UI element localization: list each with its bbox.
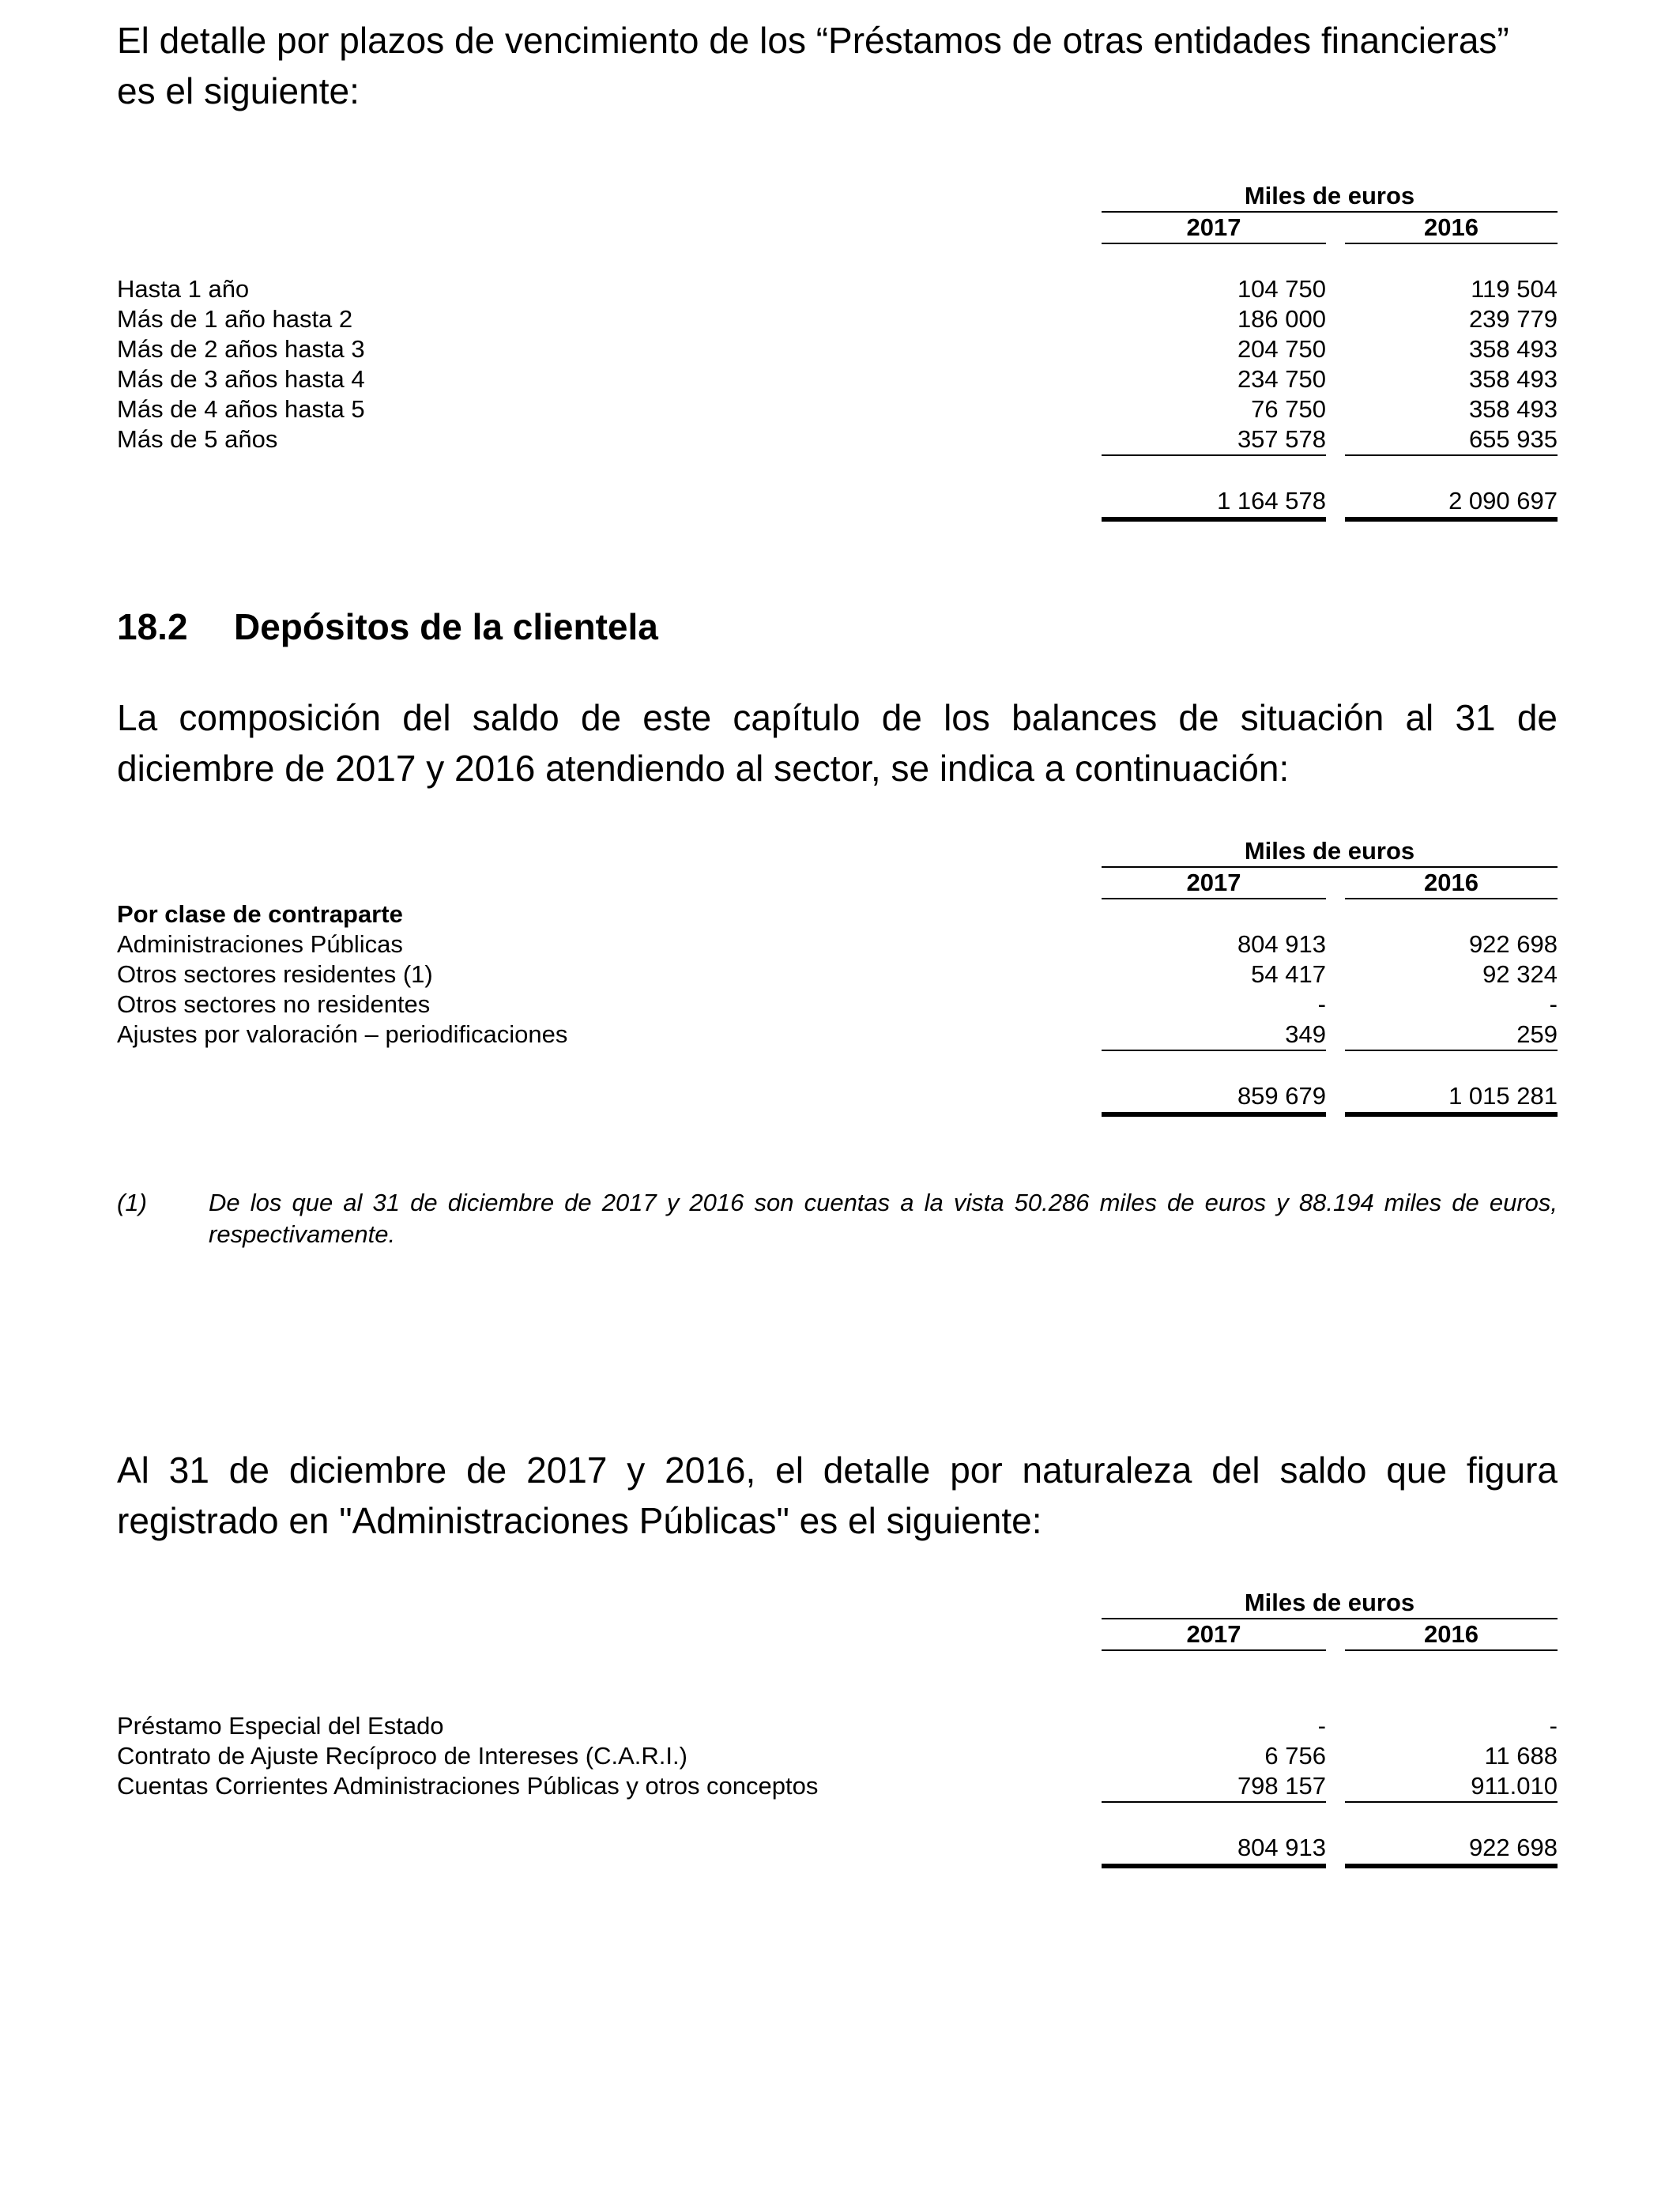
row-label: Más de 4 años hasta 5 bbox=[117, 395, 365, 423]
year-header-2016: 2016 bbox=[1424, 213, 1478, 241]
value-2016: 911.010 bbox=[1471, 1772, 1558, 1800]
value-2016: 239 779 bbox=[1468, 305, 1558, 333]
table-row bbox=[117, 304, 1558, 334]
value-2017: 104 750 bbox=[1237, 275, 1326, 303]
total-2017: 1 164 578 bbox=[1217, 487, 1326, 515]
value-2016: 358 493 bbox=[1468, 335, 1558, 363]
table-row bbox=[117, 364, 1558, 394]
value-2017: 234 750 bbox=[1237, 365, 1326, 393]
value-2016: - bbox=[1549, 990, 1558, 1018]
value-2017: 804 913 bbox=[1237, 930, 1326, 958]
value-2016: - bbox=[1549, 1712, 1558, 1740]
table-row bbox=[117, 1020, 1558, 1050]
table-row bbox=[117, 334, 1558, 364]
header-underline-2016 bbox=[1345, 1649, 1558, 1651]
document-page bbox=[117, 0, 1558, 2194]
table-row bbox=[117, 1711, 1558, 1741]
subtotal-rule-2016 bbox=[1345, 1050, 1558, 1051]
subtotal-rule-2017 bbox=[1102, 454, 1326, 456]
year-header-2017: 2017 bbox=[1186, 869, 1241, 896]
total-row bbox=[117, 1833, 1558, 1863]
table-unit-header: Miles de euros bbox=[1244, 1589, 1415, 1616]
total-double-rule-2016 bbox=[1345, 517, 1558, 522]
row-label: Más de 3 años hasta 4 bbox=[117, 365, 365, 393]
value-2017: 54 417 bbox=[1251, 960, 1326, 988]
total-double-rule-2016 bbox=[1345, 1112, 1558, 1117]
total-row bbox=[117, 486, 1558, 516]
group-label: Por clase de contraparte bbox=[117, 900, 403, 928]
total-2016: 2 090 697 bbox=[1448, 487, 1558, 515]
row-label: Más de 5 años bbox=[117, 425, 278, 453]
row-label: Otros sectores no residentes bbox=[117, 990, 431, 1018]
subtotal-rule-2017 bbox=[1102, 1801, 1326, 1803]
value-2017: - bbox=[1317, 1712, 1326, 1740]
admin-paragraph: Al 31 de diciembre de 2017 y 2016, el detalle por naturaleza del saldo que figura registrado en "Administraciones Públicas" es el siguiente: bbox=[117, 1449, 1558, 1541]
value-2017: 349 bbox=[1285, 1020, 1326, 1048]
header-underline-2017 bbox=[1102, 243, 1326, 244]
table-row bbox=[117, 1741, 1558, 1771]
value-2016: 92 324 bbox=[1482, 960, 1558, 988]
value-2016: 119 504 bbox=[1471, 275, 1558, 303]
value-2016: 922 698 bbox=[1468, 930, 1558, 958]
table-unit-header: Miles de euros bbox=[1244, 182, 1415, 209]
section-title: Depósitos de la clientela bbox=[234, 606, 658, 647]
footnote bbox=[117, 1187, 1558, 1252]
group-row bbox=[117, 899, 1558, 929]
row-label: Cuentas Corrientes Administraciones Públicas y otros conceptos bbox=[117, 1772, 819, 1800]
total-2017: 804 913 bbox=[1237, 1834, 1326, 1861]
table-row bbox=[117, 929, 1558, 959]
value-2017: 6 756 bbox=[1264, 1742, 1326, 1770]
header-underline-2017 bbox=[1102, 1649, 1326, 1651]
year-header-2017: 2017 bbox=[1186, 213, 1241, 241]
total-double-rule-2017 bbox=[1102, 517, 1326, 522]
year-header-2016: 2016 bbox=[1424, 869, 1478, 896]
value-2016: 358 493 bbox=[1468, 395, 1558, 423]
total-2016: 1 015 281 bbox=[1448, 1082, 1558, 1110]
value-2016: 655 935 bbox=[1468, 425, 1558, 453]
value-2017: - bbox=[1317, 990, 1326, 1018]
table-row bbox=[117, 424, 1558, 454]
header-underline-2016 bbox=[1345, 243, 1558, 244]
table-row bbox=[117, 959, 1558, 990]
row-label: Administraciones Públicas bbox=[117, 930, 403, 958]
row-label: Más de 1 año hasta 2 bbox=[117, 305, 353, 333]
row-label: Ajustes por valoración – periodificaciones bbox=[117, 1020, 568, 1048]
row-label: Otros sectores residentes (1) bbox=[117, 960, 433, 988]
footnote-mark: (1) bbox=[117, 1189, 147, 1216]
section-heading bbox=[117, 601, 658, 652]
subtotal-rule-2016 bbox=[1345, 454, 1558, 456]
table-row bbox=[117, 394, 1558, 424]
value-2017: 76 750 bbox=[1251, 395, 1326, 423]
row-label: Hasta 1 año bbox=[117, 275, 250, 303]
value-2017: 357 578 bbox=[1237, 425, 1326, 453]
subtotal-rule-2016 bbox=[1345, 1801, 1558, 1803]
row-label: Contrato de Ajuste Recíproco de Intereses (C.A.R.I.) bbox=[117, 1742, 687, 1770]
value-2017: 798 157 bbox=[1237, 1772, 1326, 1800]
value-2016: 11 688 bbox=[1484, 1742, 1558, 1770]
footnote-text: De los que al 31 de diciembre de 2017 y 2016 son cuentas a la vista 50.286 miles de euros y 88.194 miles de euros, respectivamente. bbox=[209, 1189, 1558, 1248]
table-row bbox=[117, 274, 1558, 304]
table-unit-header: Miles de euros bbox=[1244, 837, 1415, 865]
row-label: Préstamo Especial del Estado bbox=[117, 1712, 444, 1740]
section-paragraph: La composición del saldo de este capítulo de los balances de situación al 31 de diciembre de 2017 y 2016 atendiendo al sector, se indica a continuación: bbox=[117, 697, 1558, 789]
total-2016: 922 698 bbox=[1468, 1834, 1558, 1861]
year-header-2016: 2016 bbox=[1424, 1620, 1478, 1648]
total-double-rule-2017 bbox=[1102, 1112, 1326, 1117]
total-2017: 859 679 bbox=[1237, 1082, 1326, 1110]
total-row bbox=[117, 1081, 1558, 1111]
value-2017: 186 000 bbox=[1237, 305, 1326, 333]
value-2017: 204 750 bbox=[1237, 335, 1326, 363]
total-double-rule-2017 bbox=[1102, 1864, 1326, 1868]
subtotal-rule-2017 bbox=[1102, 1050, 1326, 1051]
section-number: 18.2 bbox=[117, 606, 188, 647]
value-2016: 358 493 bbox=[1468, 365, 1558, 393]
row-label: Más de 2 años hasta 3 bbox=[117, 335, 365, 363]
year-header-2017: 2017 bbox=[1186, 1620, 1241, 1648]
table-row bbox=[117, 1771, 1558, 1801]
table-row bbox=[117, 990, 1558, 1020]
total-double-rule-2016 bbox=[1345, 1864, 1558, 1868]
intro-paragraph: El detalle por plazos de vencimiento de los “Préstamos de otras entidades financieras” es el siguiente: bbox=[117, 20, 1509, 111]
value-2016: 259 bbox=[1516, 1020, 1558, 1048]
